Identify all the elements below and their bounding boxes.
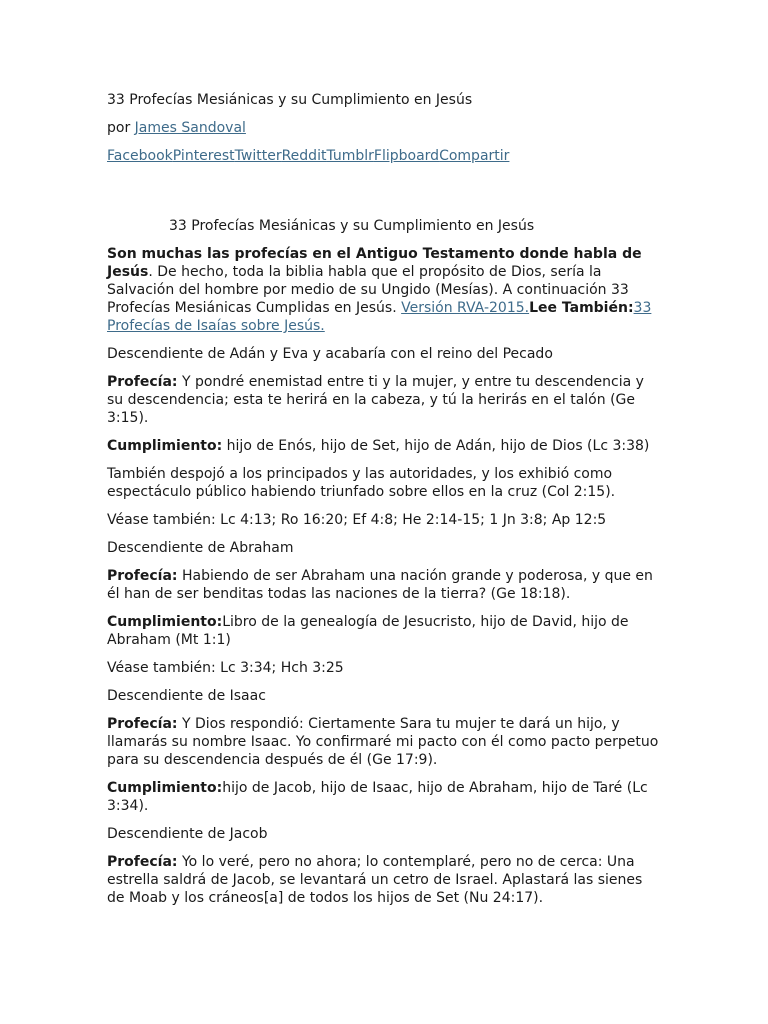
prophecy-paragraph [107, 853, 662, 907]
see-also-label: Lee También: [529, 300, 634, 316]
prophecy-label: Profecía: [107, 854, 178, 870]
fulfillment-text: hijo de Jacob, hijo de Isaac, hijo de Abraham, hijo de Taré (Lc 3:34). [107, 780, 648, 814]
prophecy-paragraph [107, 715, 662, 769]
facebook-link[interactable]: Facebook [107, 148, 173, 164]
isaiah-prophecies-link[interactable]: 33 Profecías de Isaías sobre Jesús. [107, 300, 652, 334]
share-link[interactable]: Compartir [439, 148, 510, 164]
prophecy-text: Y Dios respondió: Ciertamente Sara tu mujer te dará un hijo, y llamarás su nombre Isaac. Yo confirmaré mi pacto con él como pacto perpetuo para su descendencia después de él (Ge 17:9). [107, 716, 659, 768]
pinterest-link[interactable]: Pinterest [172, 148, 235, 164]
document-title: 33 Profecías Mesiánicas y su Cumplimiento en Jesús [107, 92, 473, 108]
fulfillment-text: Libro de la genealogía de Jesucristo, hijo de David, hijo de Abraham (Mt 1:1) [107, 614, 629, 648]
fulfillment-paragraph [107, 779, 662, 815]
document-page [107, 88, 662, 907]
author-link[interactable]: James Sandoval [134, 120, 246, 136]
prophecy-text: Habiendo de ser Abraham una nación grande y poderosa, y que en él han de ser benditas todas las naciones de la tierra? (Ge 18:18). [107, 568, 653, 602]
prophecy-text: Yo lo veré, pero no ahora; lo contemplaré, pero no de cerca: Una estrella saldrá de Jacob, se levantará un cetro de Israel. Aplastará las sienes de Moab y los cráneos[a] de todos los hijos de Set (Nu 24:17). [107, 854, 643, 906]
extra-paragraph: También despojó a los principados y las autoridades, y los exhibió como espectáculo público habiendo triunfado sobre ellos en la cruz (Col 2:15). [107, 466, 616, 500]
prophecy-label: Profecía: [107, 568, 178, 584]
fulfillment-paragraph [107, 437, 662, 455]
reddit-link[interactable]: Reddit [281, 148, 327, 164]
fulfillment-label: Cumplimiento: [107, 780, 223, 796]
prophecy-label: Profecía: [107, 716, 178, 732]
twitter-link[interactable]: Twitter [234, 148, 282, 164]
see-also-paragraph: Véase también: Lc 3:34; Hch 3:25 [107, 660, 344, 676]
version-link[interactable]: Versión RVA-2015. [401, 300, 530, 316]
intro-paragraph [107, 245, 662, 335]
prophecy-paragraph [107, 567, 662, 603]
intro-bold: Son muchas las profecías en el Antiguo Testamento donde habla de Jesús [107, 246, 642, 280]
social-links [107, 147, 662, 165]
prophecy-label: Profecía: [107, 374, 178, 390]
section-title: Descendiente de Adán y Eva y acabaría con el reino del Pecado [107, 346, 553, 362]
flipboard-link[interactable]: Flipboard [373, 148, 440, 164]
intro-text: . De hecho, toda la biblia habla que el propósito de Dios, sería la Salvación del hombre por medio de su Ungido (Mesías). A continuación 33 Profecías Mesiánicas Cumplidas en Jesús. [107, 264, 629, 316]
section-title: Descendiente de Abraham [107, 540, 294, 556]
fulfillment-label: Cumplimiento: [107, 614, 223, 630]
article-heading: 33 Profecías Mesiánicas y su Cumplimiento en Jesús [169, 218, 535, 234]
fulfillment-text: hijo de Enós, hijo de Set, hijo de Adán, hijo de Dios (Lc 3:38) [222, 438, 650, 454]
tumblr-link[interactable]: Tumblr [326, 148, 374, 164]
byline-prefix: por [107, 120, 135, 136]
section-title: Descendiente de Jacob [107, 826, 268, 842]
fulfillment-label: Cumplimiento: [107, 438, 223, 454]
section-title: Descendiente de Isaac [107, 688, 266, 704]
prophecy-paragraph [107, 373, 662, 427]
byline [107, 119, 662, 137]
see-also-paragraph: Véase también: Lc 4:13; Ro 16:20; Ef 4:8; He 2:14-15; 1 Jn 3:8; Ap 12:5 [107, 512, 607, 528]
prophecy-text: Y pondré enemistad entre ti y la mujer, y entre tu descendencia y su descendencia; esta te herirá en la cabeza, y tú la herirás en el talón (Ge 3:15). [107, 374, 644, 426]
fulfillment-paragraph [107, 613, 662, 649]
